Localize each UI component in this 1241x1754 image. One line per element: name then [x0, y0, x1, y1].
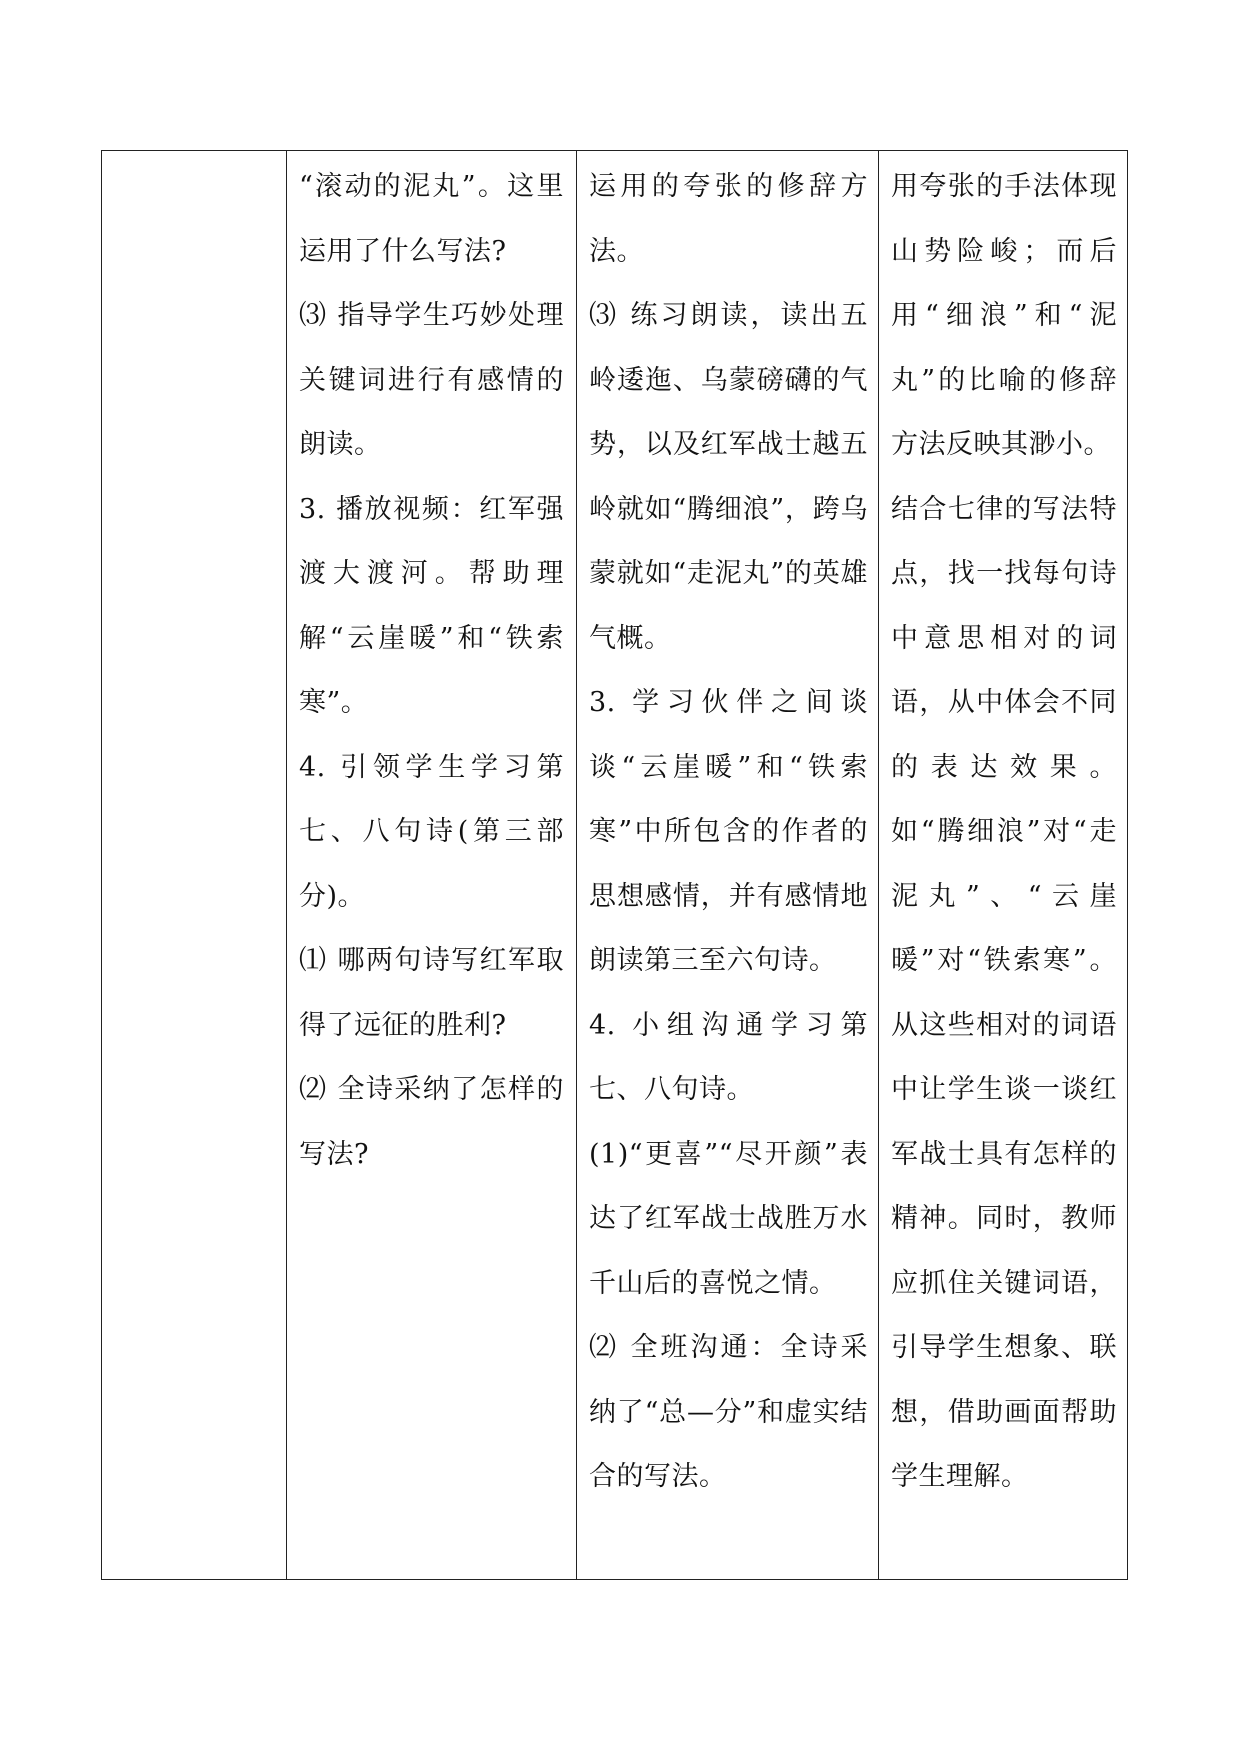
table-cell-student-activity: [577, 151, 879, 1580]
paragraph: ⑴ 哪两句诗写红军取得了远征的胜利?: [299, 945, 564, 1041]
table-row: [102, 151, 1128, 1580]
paragraph: 结合七律的写法特点，找一找每句诗中意思相对的词语，从中体会不同的表达效果。如“腾细浪”对“走泥丸”、“云崖暖”对“铁索寒”。从这些相对的词语中让学生谈一谈红军战士具有怎样的精神。同时，教师应抓住关键词语，引导学生想象、联想，借助画面帮助学生理解。: [891, 493, 1117, 1492]
paragraph: ⑶ 练习朗读，读出五岭逶迤、乌蒙磅礴的气势，以及红军战士越五岭就如“腾细浪”，跨乌蒙就如“走泥丸”的英雄气概。: [589, 300, 868, 654]
cell-text: [287, 151, 576, 1187]
table-cell-teacher-activity: [287, 151, 577, 1580]
paragraph: ⑵ 全班沟通：全诗采纳了“总—分”和虚实结合的写法。: [589, 1332, 868, 1492]
paragraph: 3. 学习伙伴之间谈谈“云崖暖”和“铁索寒”中所包含的作者的思想感情，并有感情地朗读第三至六句诗。: [589, 687, 868, 976]
cell-text: [577, 151, 878, 1510]
paragraph: ⑶ 指导学生巧妙处理关键词进行有感情的朗读。: [299, 300, 564, 460]
lesson-plan-table: [101, 150, 1128, 1580]
paragraph: 运用的夸张的修辞方法。: [589, 171, 868, 267]
paragraph: “滚动的泥丸”。这里运用了什么写法?: [299, 171, 564, 267]
paragraph: 3. 播放视频：红军强渡大渡河。帮助理解“云崖暖”和“铁索寒”。: [299, 493, 564, 718]
cell-text: [879, 151, 1127, 1510]
paragraph: 用夸张的手法体现山势险峻；而后用“细浪”和“泥丸”的比喻的修辞方法反映其渺小。: [891, 171, 1117, 460]
paragraph: (1)“更喜”“尽开颜”表达了红军战士战胜万水千山后的喜悦之情。: [589, 1138, 868, 1299]
table-cell-design-intent: [879, 151, 1128, 1580]
paragraph: 4. 引领学生学习第七、八句诗(第三部分)。: [299, 751, 564, 912]
paragraph: ⑵ 全诗采纳了怎样的写法?: [299, 1074, 564, 1170]
paragraph: 4. 小组沟通学习第七、八句诗。: [589, 1009, 868, 1105]
table-cell-blank: [102, 151, 287, 1580]
